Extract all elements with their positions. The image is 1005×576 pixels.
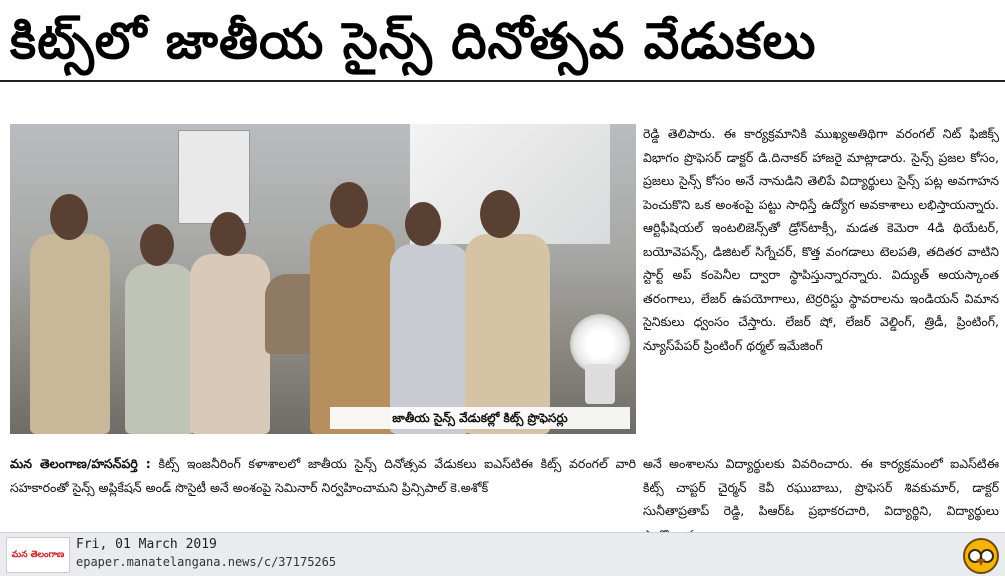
- photo-person: [465, 234, 550, 434]
- dateline: మన తెలంగాణ/హసన్‌పర్తి :: [10, 456, 151, 471]
- photo-person: [310, 224, 395, 434]
- photo-person-head: [330, 182, 368, 228]
- article-column-right: రెడ్డి తెలిపారు. ఈ కార్యక్రమానికి ముఖ్యఅతిథిగా వరంగల్ నిట్ ఫిజిక్స్ విభాగం ప్రొఫెసర్ డాక్టర్ డి.దినాకర్ హాజరై మాట్లాడారు. సైన్స్ ప్రజల కోసం, ప్రజలు సైన్స్ కోసం అనే నానుడిని తెలిపే విద్యార్థులు సైన్స్ పట్ల అవగాహన పెంచుకొని ఒక అంశంపై పట్టు సాధిస్తే ఉద్యోగ అవకాశాలు లభిస్తాయన్నారు. ఆర్టిఫీషియల్ ఇంటలిజెన్స్‌తో డ్రోన్‌టాక్సీ, మడత కెమెరా 4డి థియేటర్, బయోవెపన్స్, డిజిటల్ సిగ్నేచర్, కొత్త వంగడాలు టెలపతి, తదితర వాటిని స్టార్ట్ అప్ కంపెనీల ద్వారా స్థాపిస్తున్నారన్నారు. విద్యుత్ అయస్కాంత తరంగాలు, లేజర్ ఉపయోగాలు, టెర్రరిస్టు స్థావరాలను ఇండియన్ విమాన సైనికులు ధ్వంసం చేస్తారు. లేజర్ షో, లేజర్ వెల్డింగ్, త్రిడీ, ప్రింటింగ్, న్యూస్‌పేపర్ ప్రింటింగ్ థర్మల్ ఇమేజింగ్: [643, 126, 999, 353]
- photo-person: [390, 244, 470, 434]
- photo-person-head: [405, 202, 441, 246]
- photo-person-head: [140, 224, 174, 266]
- edition-date: Fri, 01 March 2019: [76, 537, 217, 552]
- article-column-bottom: [10, 452, 636, 522]
- photo-poster: [178, 130, 250, 224]
- photo-vase: [585, 364, 615, 404]
- photo-person: [30, 234, 110, 434]
- newspaper-logo[interactable]: మన తెలంగాణ: [6, 537, 70, 573]
- photo-person-head: [50, 194, 88, 240]
- article-photo: [10, 124, 636, 434]
- photo-caption: జాతీయ సైన్స్ వేడుకల్లో కిట్స్ ప్రొఫెసర్లు: [330, 407, 630, 429]
- article-column-bottom-right: అనే అంశాలను విద్యార్థులకు వివరించారు. ఈ కార్యక్రమంలో ఐఎస్‌టిఈ కిట్స్ చాప్టర్ చైర్మన్ కెవీ రఘుబాబు, ప్రొఫెసర్ శివకుమార్, డాక్టర్ సునీతాప్రతాప్ రెడ్డి, పిఆర్ఓ ప్రభాకరచారి, విద్యార్థిని, విద్యార్థులు: [643, 456, 999, 518]
- photo-person-head: [210, 212, 246, 256]
- footer-bar: [0, 532, 1005, 576]
- article-url[interactable]: epaper.manatelangana.news/c/37175265: [76, 555, 337, 569]
- article-intro-text: కిట్స్ ఇంజనీరింగ్ కళాశాలలో జాతీయ సైన్స్ దినోత్సవ వేడుకలు ఐఎస్‌టిఈ కిట్స్ వరంగల్ వారి సహకారంతో సైన్స్ అప్లికేషన్ అండ్ సొసైటీ అనే అంశంపై సెమినార్ నిర్వహించామని ప్రిన్సిపాల్ కె.అశోక్: [10, 456, 636, 495]
- owl-icon[interactable]: [963, 538, 999, 574]
- headline: కిట్స్‌లో జాతీయ సైన్స్ దినోత్సవ వేడుకలు: [10, 12, 817, 70]
- photo-person-head: [480, 190, 520, 238]
- headline-divider: [0, 80, 1005, 82]
- photo-person: [190, 254, 270, 434]
- photo-person: [125, 264, 195, 434]
- owl-beak: [977, 559, 985, 566]
